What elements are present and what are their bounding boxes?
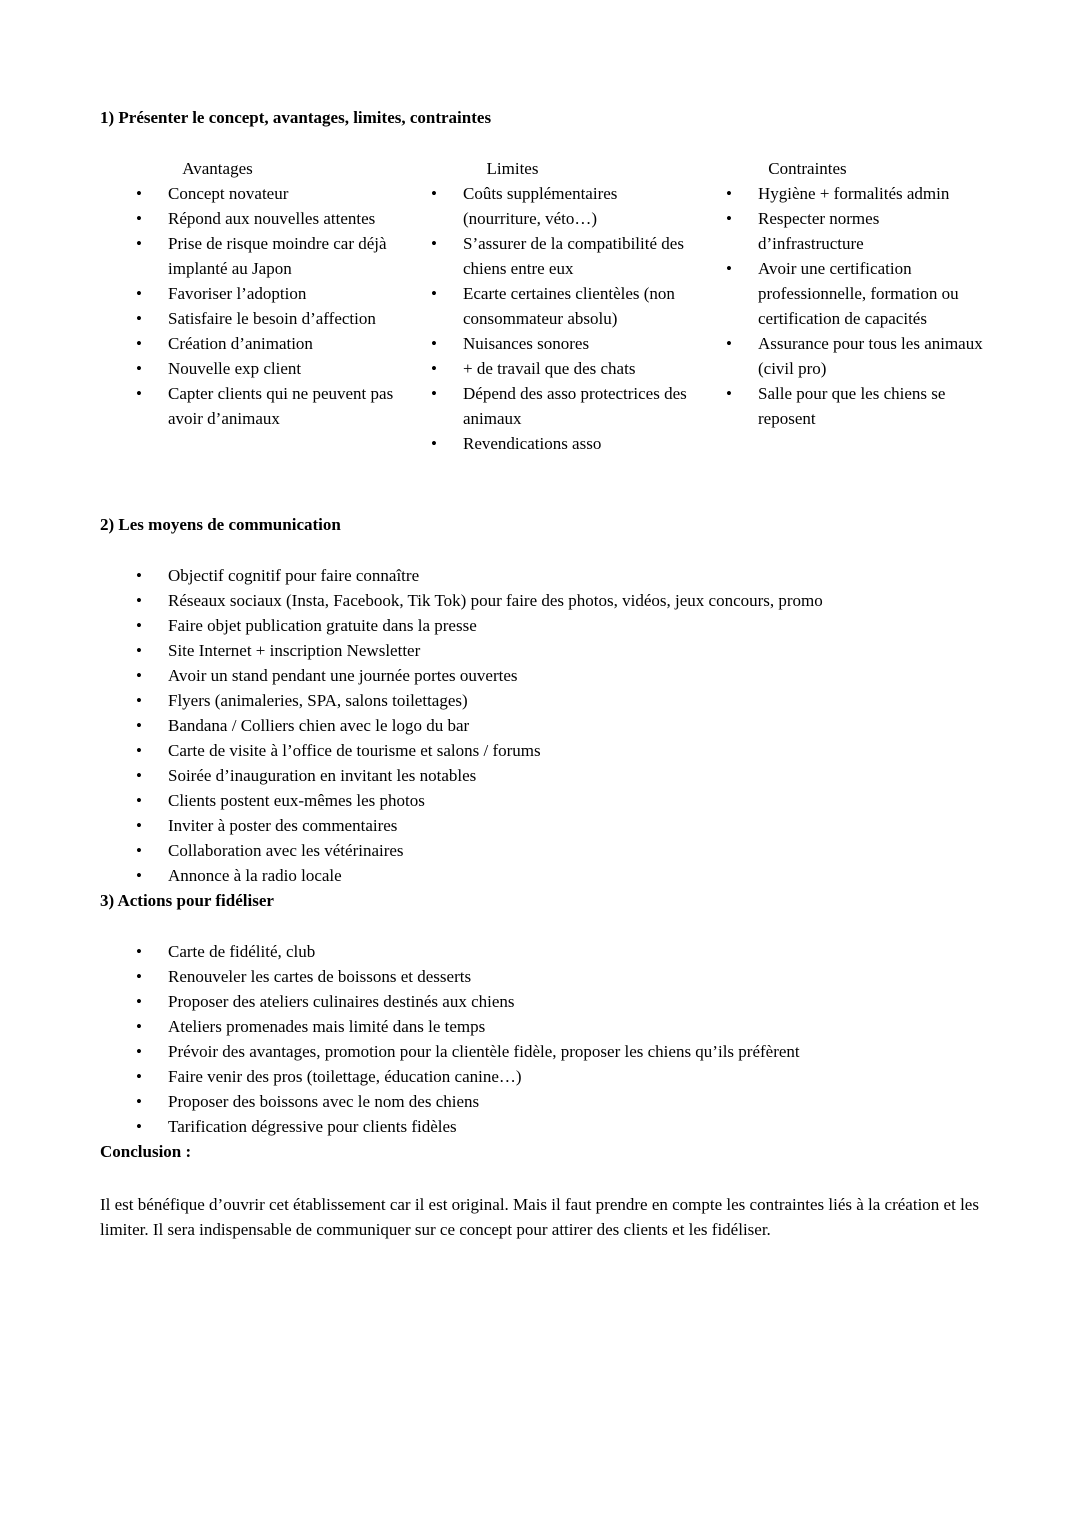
avantages-list [100, 181, 395, 431]
list-item: • Site Internet + inscription Newsletter [100, 638, 985, 663]
column-avantages-title: Avantages [182, 159, 253, 178]
section3-heading: 3) Actions pour fidéliser [100, 891, 274, 910]
list-item: • Salle pour que les chiens se reposent [690, 381, 985, 431]
list-item: • Faire venir des pros (toilettage, éducation canine…) [100, 1064, 985, 1089]
comparison-columns [100, 156, 985, 456]
list-item: • Revendications asso [395, 431, 690, 456]
list-item: • Clients postent eux-mêmes les photos [100, 788, 985, 813]
list-item: • Dépend des asso protectrices des animaux [395, 381, 690, 431]
communication-list [100, 563, 985, 888]
list-item: • Création d’animation [100, 331, 395, 356]
list-item: • Flyers (animaleries, SPA, salons toilettages) [100, 688, 985, 713]
list-item: • Assurance pour tous les animaux (civil pro) [690, 331, 985, 381]
list-item: • Prévoir des avantages, promotion pour la clientèle fidèle, proposer les chiens qu’ils préfèrent [100, 1039, 985, 1064]
list-item: • Carte de visite à l’office de tourisme et salons / forums [100, 738, 985, 763]
list-item: • Coûts supplémentaires (nourriture, véto…) [395, 181, 690, 231]
column-contraintes-title: Contraintes [768, 159, 847, 178]
list-item: • Nouvelle exp client [100, 356, 395, 381]
list-item: • Faire objet publication gratuite dans la presse [100, 613, 985, 638]
list-item: • Tarification dégressive pour clients fidèles [100, 1114, 985, 1139]
list-item: • Ateliers promenades mais limité dans le temps [100, 1014, 985, 1039]
list-item: • Favoriser l’adoption [100, 281, 395, 306]
list-item: • Proposer des ateliers culinaires destinés aux chiens [100, 989, 985, 1014]
list-item: • Renouveler les cartes de boissons et desserts [100, 964, 985, 989]
list-item: • S’assurer de la compatibilité des chiens entre eux [395, 231, 690, 281]
list-item: • Nuisances sonores [395, 331, 690, 356]
section1-heading: 1) Présenter le concept, avantages, limites, contraintes [100, 108, 492, 127]
list-item: • Avoir une certification professionnelle, formation ou certification de capacités [690, 256, 985, 331]
list-item: • Respecter normes d’infrastructure [690, 206, 985, 256]
list-item: • Annonce à la radio locale [100, 863, 985, 888]
list-item: • Inviter à poster des commentaires [100, 813, 985, 838]
column-avantages [100, 156, 395, 456]
column-contraintes [690, 156, 985, 456]
list-item: • Soirée d’inauguration en invitant les notables [100, 763, 985, 788]
section2-heading: 2) Les moyens de communication [100, 515, 341, 534]
column-limites-title: Limites [486, 159, 539, 178]
list-item: • Concept novateur [100, 181, 395, 206]
column-limites [395, 156, 690, 456]
list-item: • Prise de risque moindre car déjà implanté au Japon [100, 231, 395, 281]
list-item: • Carte de fidélité, club [100, 939, 985, 964]
conclusion-heading: Conclusion : [100, 1142, 192, 1161]
list-item: • Capter clients qui ne peuvent pas avoir d’animaux [100, 381, 395, 431]
list-item: • Hygiène + formalités admin [690, 181, 985, 206]
list-item: • Collaboration avec les vétérinaires [100, 838, 985, 863]
contraintes-list [690, 181, 985, 431]
list-item: • Satisfaire le besoin d’affection [100, 306, 395, 331]
list-item: • Répond aux nouvelles attentes [100, 206, 395, 231]
conclusion-paragraph: Il est bénéfique d’ouvrir cet établissement car il est original. Mais il faut prendre en compte les contraintes liés à la création et les limiter. Il sera indispensable de communiquer sur ce concept pour attirer des clients et les fidéliser. [100, 1195, 979, 1239]
fidelisation-list [100, 939, 985, 1139]
list-item: • Objectif cognitif pour faire connaître [100, 563, 985, 588]
limites-list [395, 181, 690, 456]
document-page [100, 0, 985, 1242]
list-item: • Avoir un stand pendant une journée portes ouvertes [100, 663, 985, 688]
list-item: • + de travail que des chats [395, 356, 690, 381]
list-item: • Ecarte certaines clientèles (non consommateur absolu) [395, 281, 690, 331]
list-item: • Bandana / Colliers chien avec le logo du bar [100, 713, 985, 738]
list-item: • Proposer des boissons avec le nom des chiens [100, 1089, 985, 1114]
list-item: • Réseaux sociaux (Insta, Facebook, Tik Tok) pour faire des photos, vidéos, jeux concours, promo [100, 588, 985, 613]
